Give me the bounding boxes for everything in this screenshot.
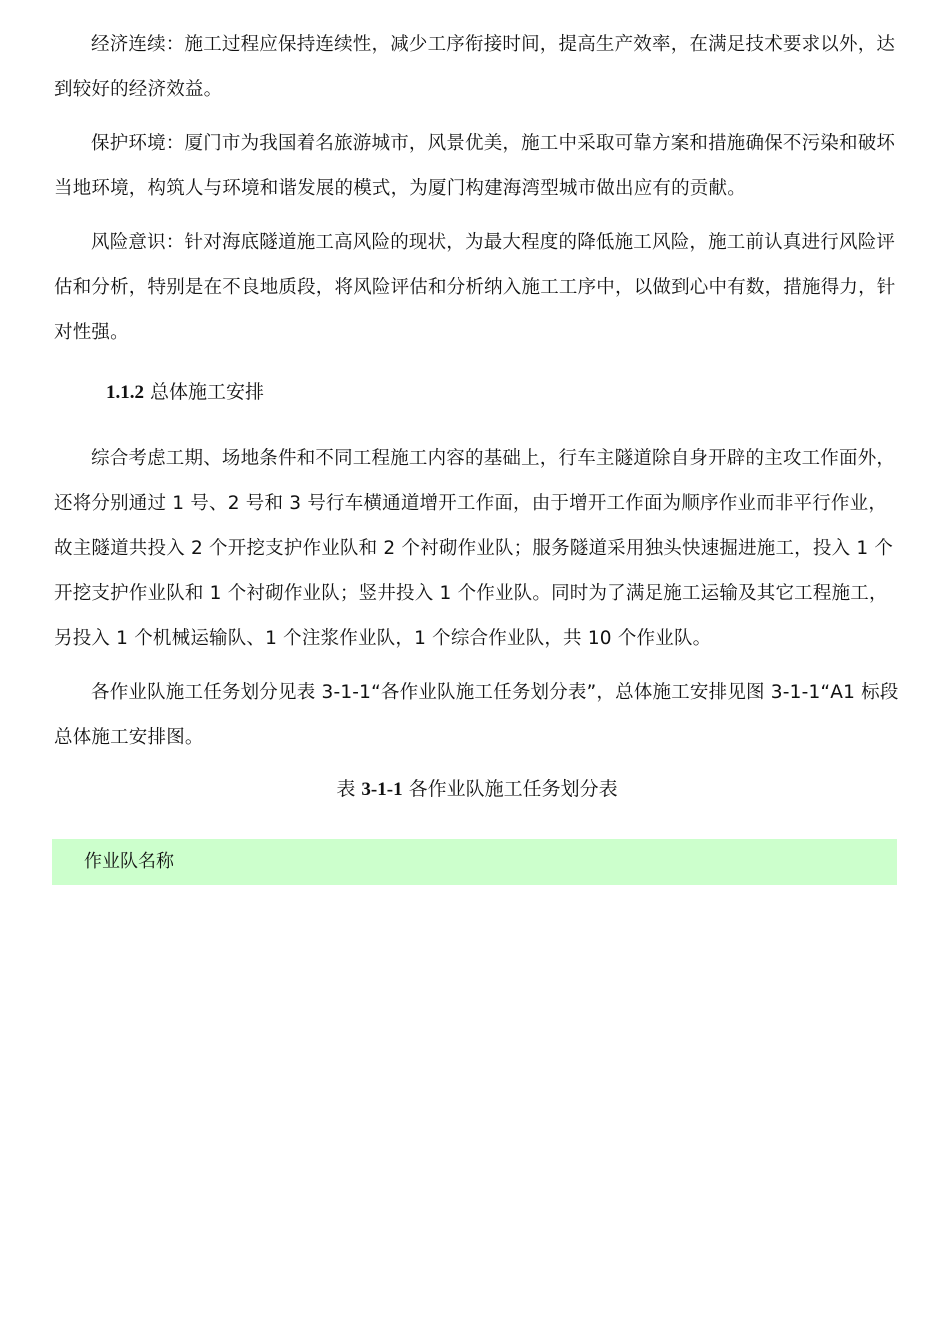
- section-title: 总体施工安排: [150, 381, 265, 403]
- paragraph-arrangement: 综合考虑工期、场地条件和不同工程施工内容的基础上，行车主隧道除自身开辟的主攻工作面外，还将分别通过 1 号、2 号和 3 号行车横通道增开工作面，由于增开工作面为顺序作业而非平行作业，故主隧道共投入 2 个开挖支护作业队和 2 个衬砌作业队；服务隧道采用独头快速掘进施工，投入 1 个开挖支护作业队和 1 个衬砌作业队；竖井投入 1 个作业队。同时为了满足施工运输及其它工程施工，另投入 1 个机械运输队、1 个注浆作业队，1 个综合作业队，共 10 个作业队。: [54, 448, 896, 649]
- table-caption-prefix: 表: [336, 778, 362, 800]
- table-caption: [54, 774, 900, 805]
- table-header-row: [52, 839, 897, 885]
- paragraph-environment: 保护环境：厦门市为我国着名旅游城市，风景优美，施工中采取可靠方案和措施确保不污染和破坏当地环境，构筑人与环境和谐发展的模式，为厦门构建海湾型城市做出应有的贡献。: [54, 133, 896, 199]
- paragraph-table-reference: 各作业队施工任务划分见表 3-1-1“各作业队施工任务划分表”，总体施工安排见图 3-1-1“A1 标段总体施工安排图。: [54, 682, 899, 748]
- table-header-cell-team-name: 作业队名称: [84, 851, 174, 872]
- paragraph-risk: 风险意识：针对海底隧道施工高风险的现状，为最大程度的降低施工风险，施工前认真进行风险评估和分析，特别是在不良地质段，将风险评估和分析纳入施工工序中，以做到心中有数，措施得力，针对性强。: [54, 232, 896, 343]
- table-caption-number: 3-1-1: [361, 779, 403, 800]
- section-heading: [106, 377, 900, 408]
- document-page: [54, 22, 900, 827]
- table-caption-title: 各作业队施工任务划分表: [402, 778, 618, 800]
- paragraph-economy: 经济连续：施工过程应保持连续性，减少工序衔接时间，提高生产效率，在满足技术要求以外，达到较好的经济效益。: [54, 34, 896, 100]
- section-number: 1.1.2: [106, 382, 144, 403]
